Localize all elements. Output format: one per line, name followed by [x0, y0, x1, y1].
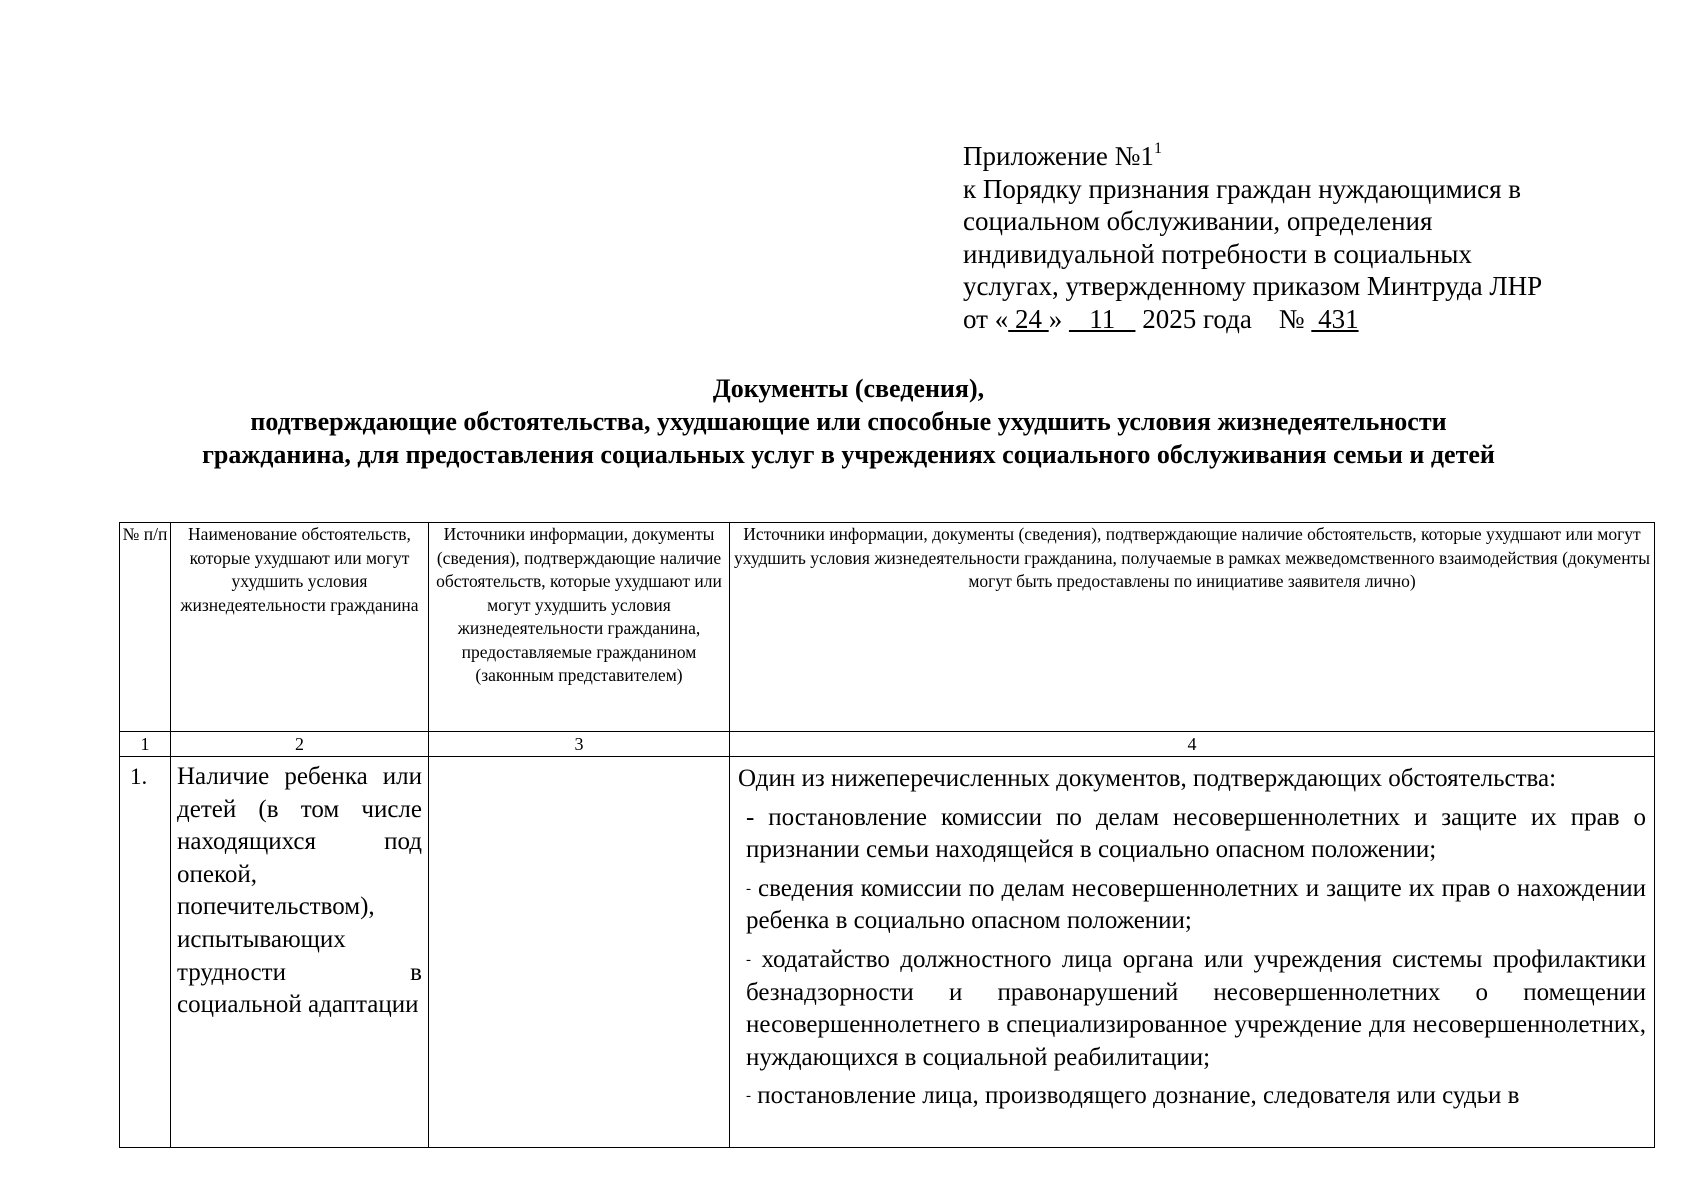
bullet-dash-icon: - [746, 951, 751, 968]
date-prefix: от « [963, 303, 1009, 334]
list-item-text: ходатайство должностного лица органа или учреждения системы профилактики безнадзорности и правонарушений несовершеннолетних о помещении несовершеннолетнего в специализированное учреждение для несовершеннолетних, нуждающихся в социальной реабилитации; [746, 945, 1646, 1071]
table-header-row [120, 523, 1655, 732]
list-item [738, 1080, 1646, 1113]
header-interagency-docs: Источники информации, документы (сведения), подтверждающие наличие обстоятельств, которые ухудшают или могут ухудшить условия жизнедеятельности гражданина, получаемые в рамках межведомственного взаимодействия (документы могут быть предоставлены по инициативе заявителя лично) [730, 523, 1655, 732]
order-number: 431 [1311, 303, 1359, 334]
row-citizen-docs [429, 757, 730, 1148]
column-number: 1 [120, 732, 171, 757]
column-number: 2 [171, 732, 429, 757]
list-item [738, 873, 1646, 938]
documents-table [119, 522, 1655, 1148]
row-interagency-docs [730, 757, 1655, 1148]
order-year: 2025 года № [1135, 303, 1312, 334]
table-row [120, 757, 1655, 1148]
appendix-title-footnote: 1 [1153, 140, 1162, 157]
document-title-line-1: Документы (сведения), [712, 374, 985, 403]
list-item-text: постановление лица, производящего дознание, следователя или судьи в [757, 1082, 1520, 1110]
column-number: 4 [730, 732, 1655, 757]
bullet-dash-icon: - [746, 880, 751, 897]
appendix-line-3: индивидуальной потребности в социальных [963, 238, 1472, 269]
bullet-dash-icon: - [746, 1088, 751, 1105]
header-number: № п/п [120, 523, 171, 732]
appendix-line-1: к Порядку признания граждан нуждающимися в [963, 173, 1522, 204]
document-title [100, 372, 1597, 471]
documents-intro: Один из нижеперечисленных документов, подтверждающих обстоятельства: [738, 765, 1557, 792]
document-title-line-3: гражданина, для предоставления социальных услуг в учреждениях социального обслуживания семьи и детей [202, 440, 1495, 469]
date-mid: » [1048, 303, 1069, 334]
document-title-line-2: подтверждающие обстоятельства, ухудшающие или способные ухудшить условия жизнедеятельности [250, 407, 1447, 436]
appendix-block [963, 140, 1603, 335]
appendix-title: Приложение №1 [963, 141, 1154, 171]
row-number: 1. [120, 757, 171, 1148]
appendix-date-line [963, 303, 1603, 336]
column-number-row [120, 732, 1655, 757]
column-number: 3 [429, 732, 730, 757]
row-circumstance: Наличие ребенка или детей (в том числе находящихся под опекой, попечительством), испытывающих трудности в социальной адаптации [171, 757, 429, 1148]
appendix-line-4: услугах, утвержденному приказом Минтруда ЛНР [963, 271, 1543, 301]
list-item-text: сведения комиссии по делам несовершеннолетних и защите их прав о нахождении ребенка в социально опасном положении; [746, 874, 1646, 935]
header-citizen-docs: Источники информации, документы (сведения), подтверждающие наличие обстоятельств, которые ухудшают или могут ухудшить условия жизнедеятельности гражданина, предоставляемые гражданином (законным представителем) [429, 523, 730, 732]
list-item: - постановление комиссии по делам несовершеннолетних и защите их прав о признании семьи находящейся в социально опасном положении; [746, 803, 1646, 864]
header-circumstance: Наименование обстоятельств, которые ухудшают или могут ухудшить условия жизнедеятельности гражданина [171, 523, 429, 732]
appendix-title-line [963, 140, 1603, 173]
appendix-line-2: социальном обслуживании, определения [963, 206, 1433, 236]
list-item [738, 944, 1646, 1074]
order-day: 24 [1008, 303, 1049, 334]
order-month: 11 [1068, 303, 1136, 334]
